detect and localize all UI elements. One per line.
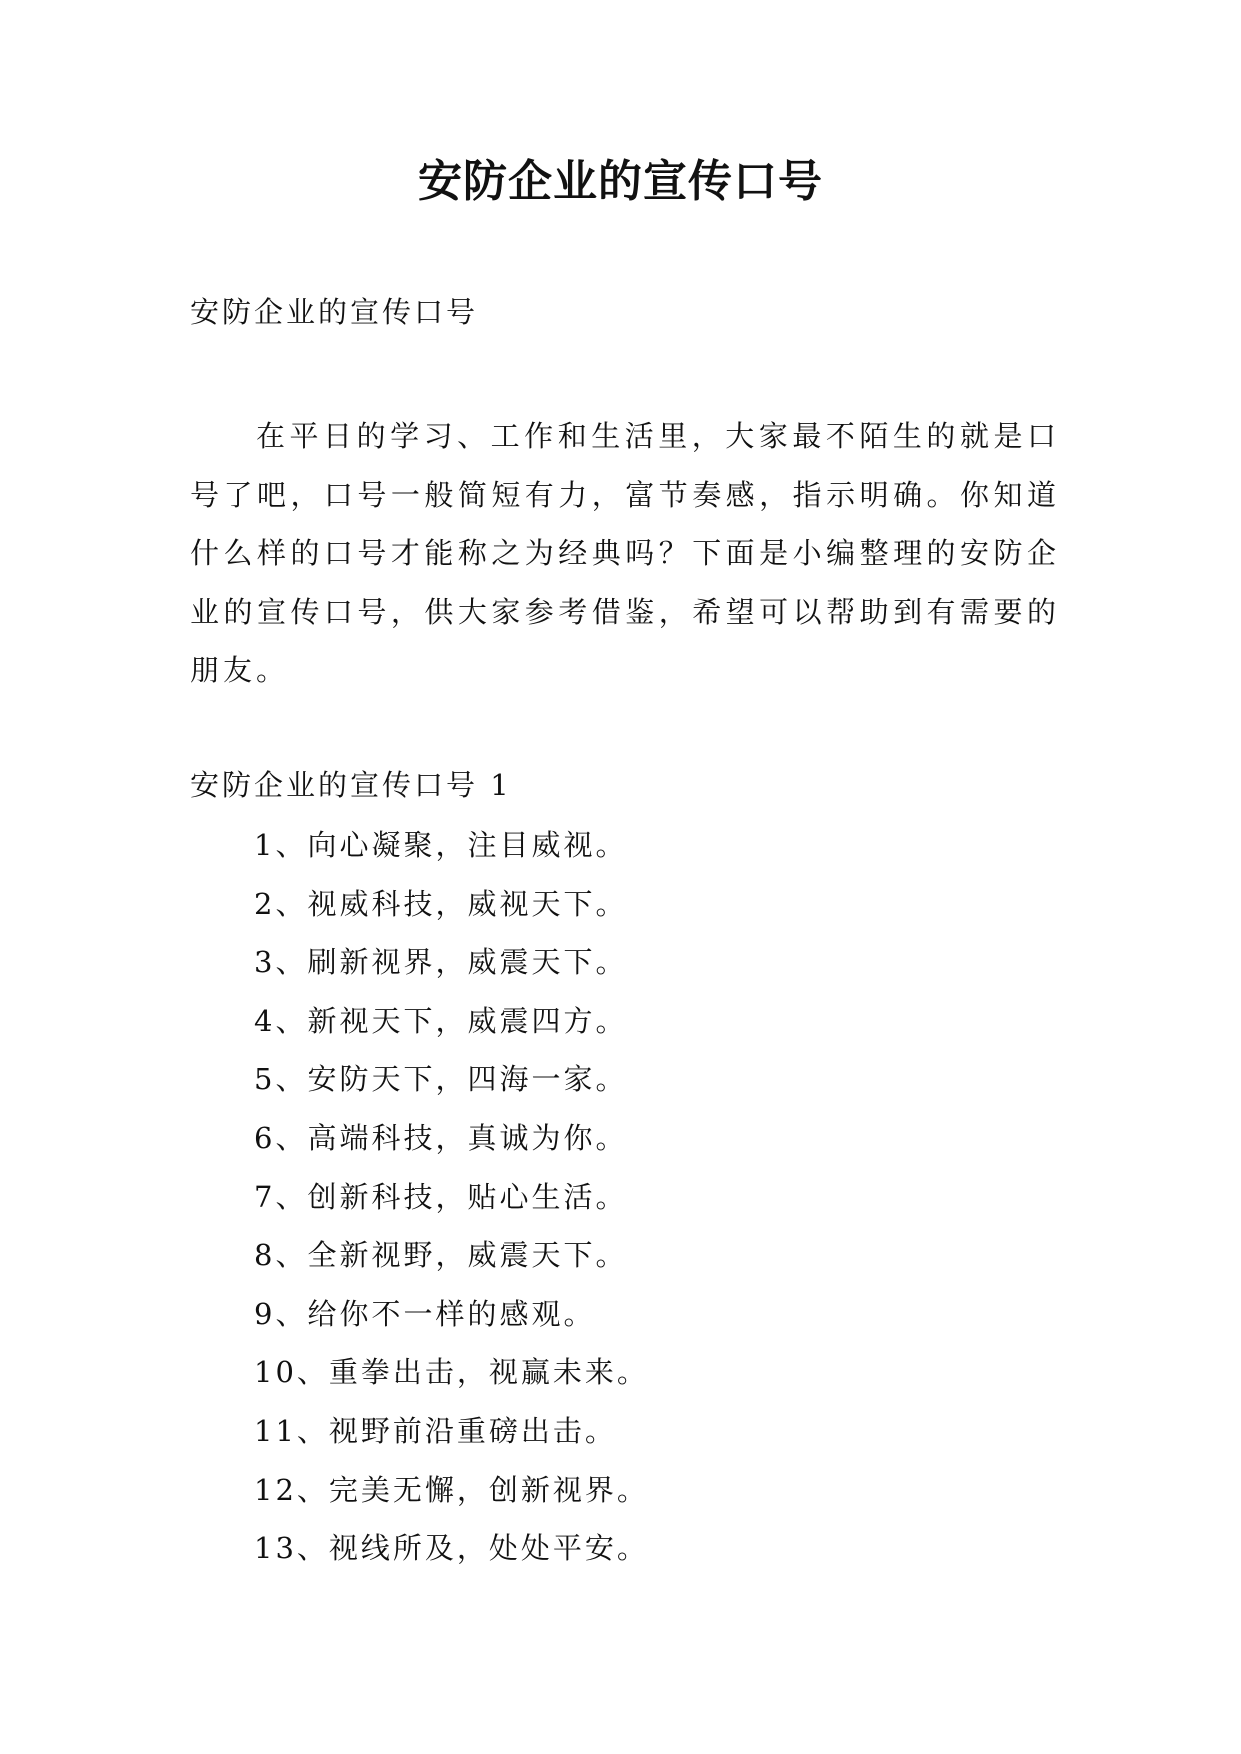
slogan-item: 3、刷新视界，威震天下。 xyxy=(254,945,628,980)
slogan-item: 13、视线所及，处处平安。 xyxy=(254,1531,649,1566)
slogan-item: 7、创新科技，贴心生活。 xyxy=(254,1179,628,1214)
slogan-item: 8、全新视野，威震天下。 xyxy=(254,1238,628,1273)
slogan-item: 10、重拳出击，视赢未来。 xyxy=(254,1355,649,1390)
slogan-item: 5、安防天下，四海一家。 xyxy=(254,1062,628,1097)
slogan-item: 12、完美无懈，创新视界。 xyxy=(254,1472,649,1507)
slogan-item: 1、向心凝聚，注目威视。 xyxy=(254,828,628,862)
slogan-item: 6、高端科技，真诚为你。 xyxy=(254,1120,628,1155)
intro-paragraph: 在平日的学习、工作和生活里，大家最不陌生的就是口号了吧，口号一般简短有力，富节奏感，指示明确。你知道什么样的口号才能称之为经典吗？下面是小编整理的安防企业的宣传口号，供大家参考借鉴，希望可以帮助到有需要的朋友。 xyxy=(190,419,1060,687)
slogan-item: 2、视威科技，威视天下。 xyxy=(254,886,628,921)
document-subtitle: 安防企业的宣传口号 xyxy=(190,295,479,329)
section-heading: 安防企业的宣传口号 1 xyxy=(190,768,512,802)
slogan-list xyxy=(254,816,649,1578)
document-title: 安防企业的宣传口号 xyxy=(418,156,823,207)
slogan-item: 11、视野前沿重磅出击。 xyxy=(254,1413,617,1448)
slogan-item: 4、新视天下，威震四方。 xyxy=(254,1003,628,1038)
slogan-item: 9、给你不一样的感观。 xyxy=(254,1296,596,1331)
